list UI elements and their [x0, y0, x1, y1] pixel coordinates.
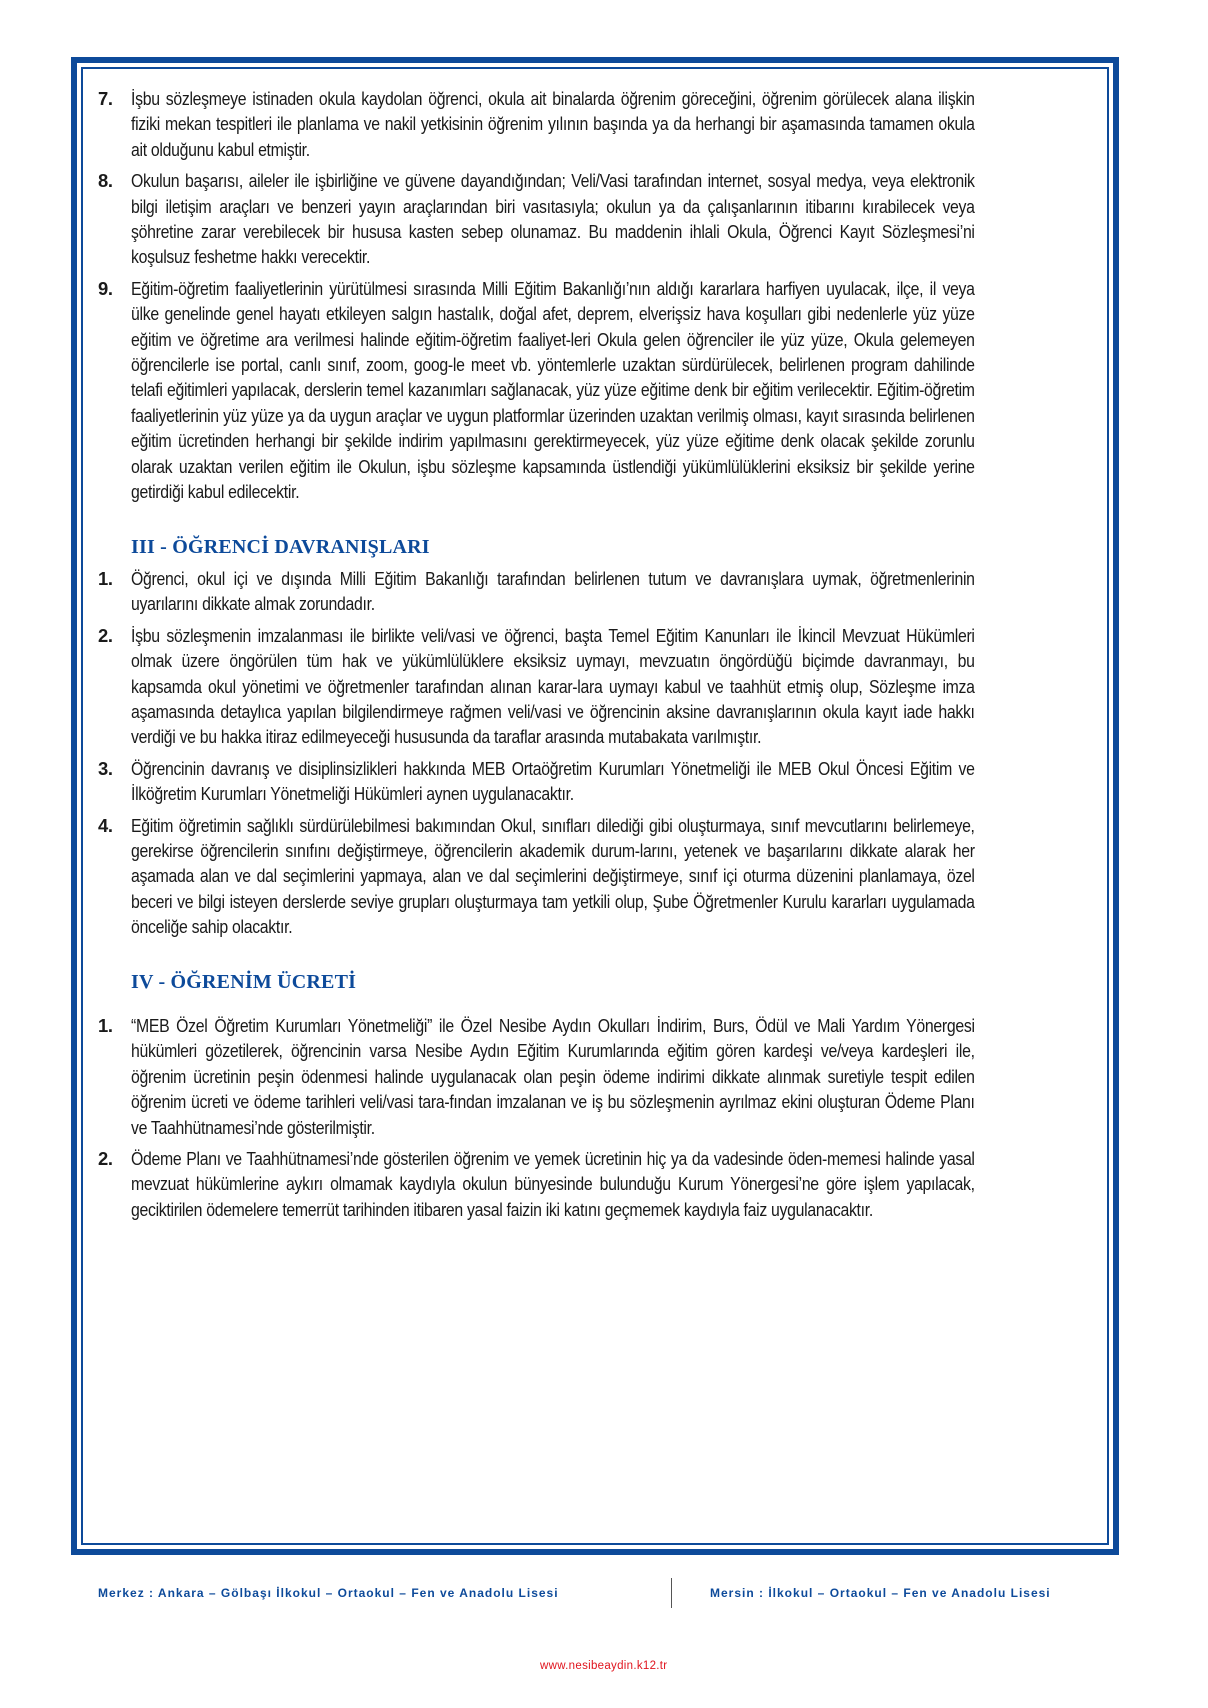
clause-text: İşbu sözleşmeye istinaden okula kaydolan öğrenci, okula ait binalarda öğrenim göreceğini, öğrenim görülecek alana ilişkin fiziki mekan tespitleri ile planlama ve nakil yetkisinin öğrenim yılının başında ya da herhangi bir aşamasında tamamen okula ait olduğunu kabul etmiştir. [131, 88, 975, 160]
clause-number: 1. [98, 567, 113, 589]
clause-number: 4. [98, 814, 113, 836]
clause-text: Ödeme Planı ve Taahhütnamesi’nde gösterilen öğrenim ve yemek ücretinin hiç ya da vadesinde öden-memesi halinde yasal mevzuat hükümlerine aykırı olmamak kaydıyla okulun bünyesinde bulunduğu Kurum Yönergesi’ne göre işlem yapılacak, geciktirilen ödemelere temerrüt tarihinden itibaren yasal faizin iki katını geçmemek kaydıyla faiz uygulanacaktır. [131, 1148, 975, 1220]
clause-text: Eğitim öğretimin sağlıklı sürdürülebilmesi bakımından Okul, sınıfları dilediği gibi oluşturmaya, sınıf mevcutlarını belirlemeye, gerekirse öğrencilerin sınıfını değiştirmeye, öğrencilerin akademik durum-larını, yetenek ve başarılarını dikkate alarak her aşamada alan ve dal seçimlerini yapmaya, alan ve dal seçimlerini değiştirmeye, sınıf içi oturma düzenini planlamaya, özel beceri ve bilgi isteyen derslerde seviye grupları oluşturmaya tam yetkili olup, Şube Öğretmenler Kurulu kararları uygulamada önceliğe sahip olacaktır. [131, 814, 975, 938]
behavior-clause-1 [98, 566, 1112, 617]
behavior-clause-4 [98, 813, 1112, 940]
footer-divider [671, 1578, 672, 1608]
clause-number: 9. [98, 277, 113, 299]
clause-number: 7. [98, 88, 113, 109]
clause-7 [98, 86, 1112, 162]
website-link[interactable]: www.nesibeaydin.k12.tr [540, 1660, 668, 1672]
footer-mersin-campus: Mersin : İlkokul – Ortaokul – Fen ve Anadolu Lisesi [710, 1586, 1051, 1600]
clause-text: Öğrenci, okul içi ve dışında Milli Eğitim Bakanlığı tarafından belirlenen tutum ve davranışlara uymak, öğretmenlerinin uyarılarını dikkate almak zorundadır. [131, 567, 975, 615]
document-body [98, 86, 1112, 1228]
clause-number: 3. [98, 757, 113, 779]
section-heading-ogrenci-davranislari: III - ÖĞRENCİ DAVRANIŞLARI [131, 535, 430, 558]
section-heading-ogrenim-ucreti: IV - ÖĞRENİM ÜCRETİ [131, 970, 357, 993]
clause-number: 2. [98, 1148, 113, 1170]
page-footer [0, 1586, 1208, 1616]
clause-8 [98, 168, 1112, 270]
clause-9 [98, 276, 1112, 505]
clause-number: 2. [98, 624, 113, 646]
fee-clause-1 [98, 1013, 1112, 1140]
behavior-clause-2 [98, 623, 1112, 750]
clause-number: 8. [98, 170, 113, 192]
behavior-clause-3 [98, 756, 1112, 807]
footer-ankara-campus: Merkez : Ankara – Gölbaşı İlkokul – Ortaokul – Fen ve Anadolu Lisesi [98, 1586, 559, 1600]
clause-number: 1. [98, 1015, 113, 1036]
clause-text: Öğrencinin davranış ve disiplinsizlikleri hakkında MEB Ortaöğretim Kurumları Yönetmeliği ile MEB Okul Öncesi Eğitim ve İlköğretim Kurumları Yönetmeliği Hükümleri aynen uygulanacaktır. [131, 757, 975, 805]
clause-text: Eğitim-öğretim faaliyetlerinin yürütülmesi sırasında Milli Eğitim Bakanlığı’nın aldığı kararlara harfiyen uyulacak, ilçe, il veya ülke genelinde genel hayatı etkileyen salgın hastalık, doğal afet, deprem, elverişsiz hava koşulları gibi nedenlerle yüz yüze eğitim ve öğretime ara verilmesi halinde eğitim-öğretim faaliyet-leri Okula gelen öğrenciler ile yüz yüze, Okula gelemeyen öğrencilerle ise portal, canlı sınıf, zoom, goog-le meet vb. yöntemlerle uzaktan sürdürülecek, belirlenen program dahilinde telafi eğitimleri yapılacak, derslerin temel kazanımları sağlanacak, yüz yüze eğitime denk bir eğitim verilecektir. Eğitim-öğretim faaliyetlerinin yüz yüze ya da uygun araçlar ve uygun platformlar üzerinden uzaktan verilmiş olması, kayıt sırasında belirlenen eğitim ücretinden herhangi bir şekilde indirim yapılmasını gerektirmeyecek, yüz yüze eğitime denk olacak şekilde zorunlu olarak uzaktan verilen eğitim ile Okulun, işbu sözleşme kapsamında üstlendiği yükümlülüklerini eksiksiz bir şekilde yerine getirdiği kabul edilecektir. [131, 277, 975, 503]
clause-text: “MEB Özel Öğretim Kurumları Yönetmeliği” ile Özel Nesibe Aydın Okulları İndirim, Burs, Ödül ve Mali Yardım Yönergesi hükümleri gözetilerek, öğrencinin varsa Nesibe Aydın Eğitim Kurumlarında eğitim gören kardeşi ve/veya kardeşleri ile, öğrenim ücretinin peşin ödenmesi halinde uygulanacak olan peşin ödeme indirimi dikkate alınmak suretiyle tespit edilen öğrenim ücreti ve ödeme tarihleri veli/vasi tara-fından imzalanan ve iş bu sözleşmenin ayrılmaz ekini oluşturan Ödeme Planı ve Taahhütnamesi’nde gösterilmiştir. [131, 1015, 975, 1138]
clause-text: İşbu sözleşmenin imzalanması ile birlikte veli/vasi ve öğrenci, başta Temel Eğitim Kanunları ile İkincil Mevzuat Hükümleri olmak üzere öngörülen tüm hak ve yükümlülüklere eksiksiz uymayı, mevzuatın öngördüğü biçimde davranmayı, bu kapsamda okul yönetimi ve öğretmenler tarafından alınan karar-lara uymayı kabul ve taahhüt etmiş olup, Sözleşme imza aşamasında detaylıca yapılan bilgilendirmeye rağmen veli/vasi ve öğrencinin aksine davranışlarının okula kayıt iade hakkı verdiği ve bu hakka itiraz edilmeyeceği hususunda da taraflar arasında mutabakata varılmıştır. [131, 624, 975, 748]
fee-clause-2 [98, 1146, 1112, 1222]
clause-text: Okulun başarısı, aileler ile işbirliğine ve güvene dayandığından; Veli/Vasi tarafından internet, sosyal medya, veya elektronik bilgi iletişim araçları ve benzeri yayın araçlarından biri vasıtasıyla; okulun ya da çalışanlarının itibarını kırabilecek veya şöhretine zarar verebilecek bir hususa kasten sebep olunamaz. Bu maddenin ihlali Okula, Öğrenci Kayıt Sözleşmesi’ni koşulsuz feshetme hakkı verecektir. [131, 170, 975, 268]
